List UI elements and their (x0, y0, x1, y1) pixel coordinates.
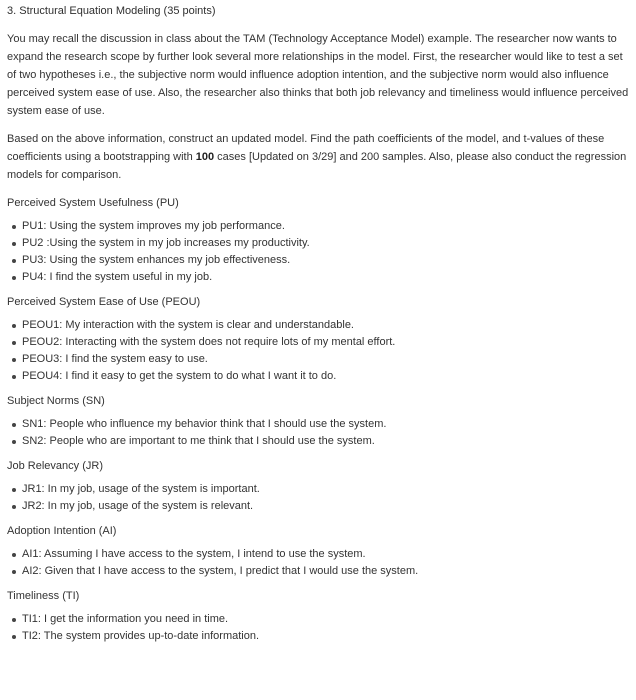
list-item: AI1: Assuming I have access to the system, I intend to use the system. (7, 546, 629, 563)
section-ai (7, 522, 629, 580)
list-item: TI1: I get the information you need in time. (7, 611, 629, 628)
list-item: PU2 :Using the system in my job increases my productivity. (7, 235, 629, 252)
section-title-ai: Adoption Intention (AI) (7, 525, 117, 537)
task-text-part2: cases [Updated on 3/29] and 200 samples. Also, please also conduct the regression models for comparison. (7, 151, 627, 181)
list-item: PEOU1: My interaction with the system is clear and understandable. (7, 317, 629, 334)
list-item: PEOU3: I find the system easy to use. (7, 351, 629, 368)
list-item: TI2: The system provides up-to-date information. (7, 628, 629, 645)
question-title: 3. Structural Equation Modeling (35 points) (7, 5, 216, 17)
section-title-pu: Perceived System Usefulness (PU) (7, 197, 179, 209)
list-item: SN2: People who are important to me think that I should use the system. (7, 433, 629, 450)
list-item: JR1: In my job, usage of the system is important. (7, 481, 629, 498)
section-title-peou: Perceived System Ease of Use (PEOU) (7, 296, 201, 308)
section-title-ti: Timeliness (TI) (7, 590, 80, 602)
section-title-sn: Subject Norms (SN) (7, 395, 105, 407)
item-list-pu (7, 218, 629, 286)
section-title-jr: Job Relevancy (JR) (7, 460, 103, 472)
item-list-jr (7, 481, 629, 515)
section-pu (7, 194, 629, 286)
list-item: PU3: Using the system enhances my job effectiveness. (7, 252, 629, 269)
list-item: PU4: I find the system useful in my job. (7, 269, 629, 286)
list-item: JR2: In my job, usage of the system is relevant. (7, 498, 629, 515)
list-item: SN1: People who influence my behavior think that I should use the system. (7, 416, 629, 433)
list-item: PEOU4: I find it easy to get the system to do what I want it to do. (7, 368, 629, 385)
list-item: PU1: Using the system improves my job performance. (7, 218, 629, 235)
item-list-sn (7, 416, 629, 450)
task-bold-number: 100 (195, 151, 215, 163)
task-paragraph (7, 130, 629, 184)
item-list-ai (7, 546, 629, 580)
section-sn (7, 392, 629, 450)
item-list-peou (7, 317, 629, 385)
intro-paragraph: You may recall the discussion in class about the TAM (Technology Acceptance Model) example. The researcher now wants to expand the research scope by further look several more relationships in the model. First, the researcher would like to test a set of two hypotheses i.e., the subjective norm would influence adoption intention, and the subjective norm would also influence perceived system ease of use. Also, the researcher also thinks that both job relevancy and timeliness would influence perceived system ease of use. (7, 33, 629, 117)
item-list-ti (7, 611, 629, 645)
section-ti (7, 587, 629, 645)
list-item: AI2: Given that I have access to the system, I predict that I would use the system. (7, 563, 629, 580)
section-peou (7, 293, 629, 385)
section-jr (7, 457, 629, 515)
list-item: PEOU2: Interacting with the system does not require lots of my mental effort. (7, 334, 629, 351)
task-text-part1: Based on the above information, construct an updated model. Find the path coefficients of the model, and t-values of these coefficients using a bootstrapping with (7, 133, 605, 163)
